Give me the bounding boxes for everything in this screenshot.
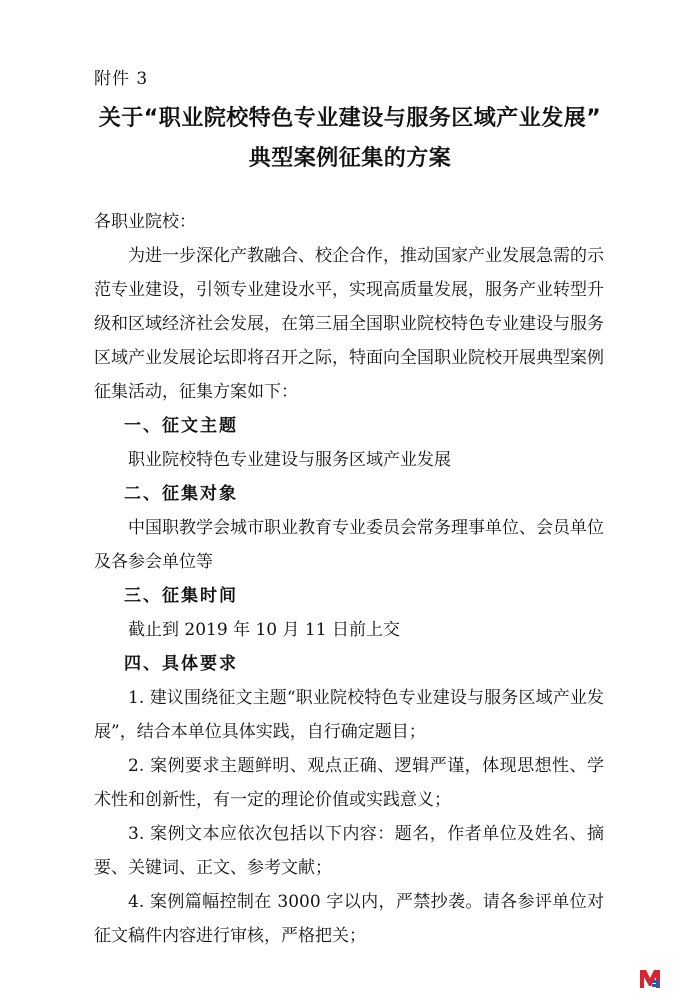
section-heading-requirements: 四、具体要求: [124, 654, 238, 674]
intro-paragraph: 为进一步深化产教融合、校企合作，推动国家产业发展急需的示范专业建设，引领专业建设水平，实现高质量发展，服务产业转型升级和区域经济社会发展，在第三届全国职业院校特色专业建设与服务区域产业发展论坛即将召开之际，特面向全国职业院校开展典型案例征集活动，征集方案如下：: [94, 246, 604, 402]
document-body: [94, 205, 604, 953]
requirement-item: 2. 案例要求主题鲜明、观点正确、逻辑严谨，体现思想性、学术性和创新性，有一定的理论价值或实践意义；: [94, 756, 604, 810]
section-text-theme: 职业院校特色专业建设与服务区域产业发展: [128, 450, 451, 470]
section-text-time: 截止到 2019 年 10 月 11 日前上交: [128, 620, 400, 640]
section-heading-target: 二、征集对象: [124, 484, 238, 504]
title-line-1: 关于“职业院校特色专业建设与服务区域产业发展”: [98, 106, 602, 131]
section-heading-theme: 一、征文主题: [124, 416, 238, 436]
title-line-2: 典型案例征集的方案: [248, 146, 452, 171]
requirement-item: 1. 建议围绕征文主题“职业院校特色专业建设与服务区域产业发展”，结合本单位具体实践，自行确定题目；: [94, 688, 604, 742]
watermark-logo-icon: [638, 966, 662, 990]
attachment-label: 附件 3: [94, 69, 149, 89]
requirement-item: 4. 案例篇幅控制在 3000 字以内，严禁抄袭。请各参评单位对征文稿件内容进行审核，严格把关；: [94, 892, 604, 946]
salutation: 各职业院校：: [94, 212, 196, 232]
requirement-item: 3. 案例文本应依次包括以下内容：题名，作者单位及姓名、摘要、关键词、正文、参考文献；: [94, 824, 604, 878]
section-heading-time: 三、征集时间: [124, 586, 238, 606]
section-text-target: 中国职教学会城市职业教育专业委员会常务理事单位、会员单位及各参会单位等: [94, 518, 604, 572]
